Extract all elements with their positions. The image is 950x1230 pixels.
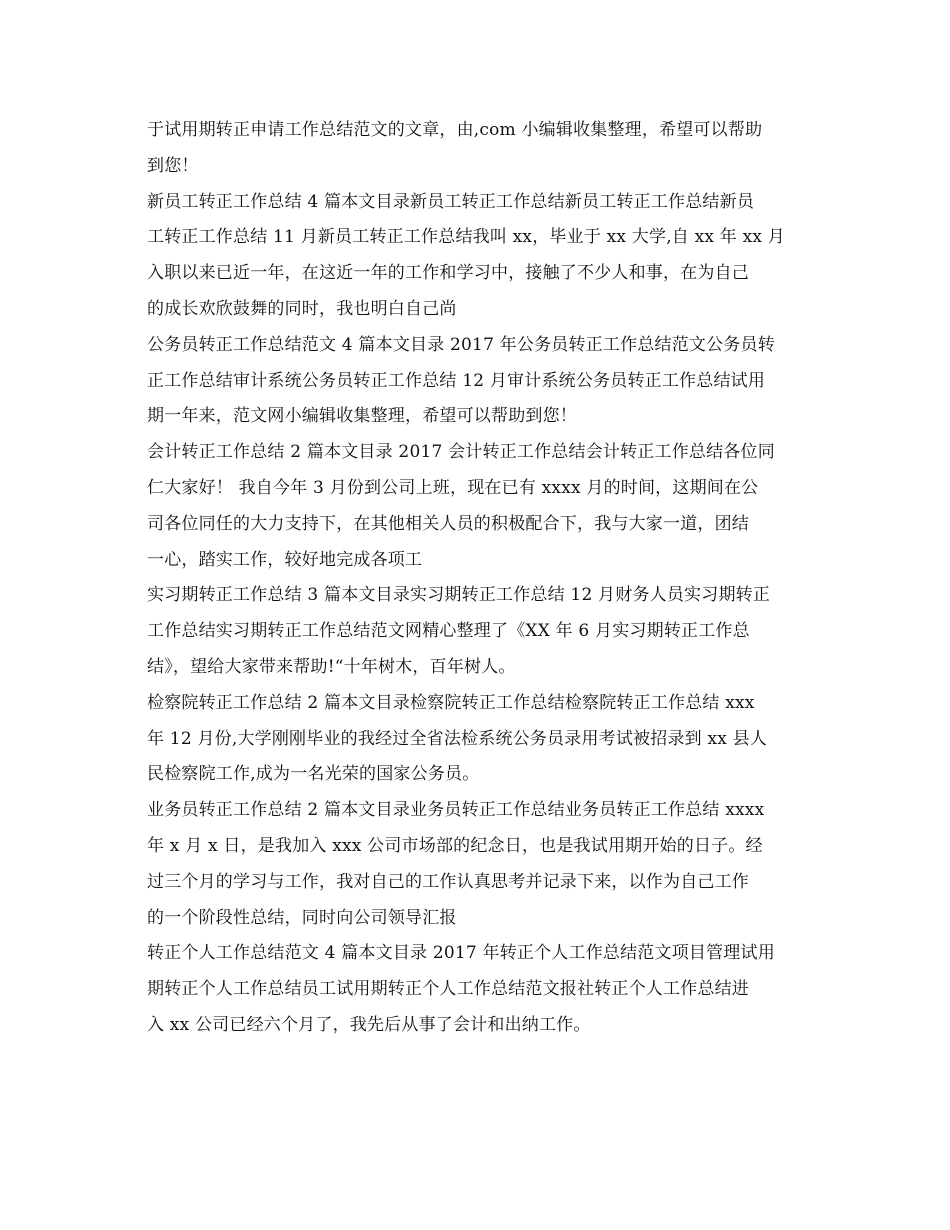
- text-line: 转正个人工作总结范文 4 篇本文目录 2017 年转正个人工作总结范文项目管理试用: [147, 943, 775, 964]
- text-line: 司各位同任的大力支持下，在其他相关人员的积极配合下，我与大家一道，团结: [147, 513, 749, 534]
- text-line: 业务员转正工作总结 2 篇本文目录业务员转正工作总结业务员转正工作总结 xxxx: [147, 800, 765, 821]
- text-line: 工转正工作总结 11 月新员工转正工作总结我叫 xx，毕业于 xx 大学,自 xx 年 xx 月: [147, 227, 785, 248]
- text-line: 的成长欢欣鼓舞的同时，我也明白自己尚: [147, 298, 457, 319]
- text-line: 年 x 月 x 日，是我加入 xxx 公司市场部的纪念日，也是我试用期开始的日子。经: [147, 835, 763, 856]
- text-line: 工作总结实习期转正工作总结范文网精心整理了《XX 年 6 月实习期转正工作总: [147, 621, 750, 642]
- text-line: 民检察院工作,成为一名光荣的国家公务员。: [147, 764, 480, 785]
- text-line: 过三个月的学习与工作，我对自己的工作认真思考并记录下来，以作为自己工作: [147, 871, 749, 892]
- text-line: 会计转正工作总结 2 篇本文目录 2017 会计转正工作总结会计转正工作总结各位同: [147, 442, 775, 463]
- text-line: 公务员转正工作总结范文 4 篇本文目录 2017 年公务员转正工作总结范文公务员转: [147, 334, 775, 355]
- text-line: 期一年来，范文网小编辑收集整理，希望可以帮助到您！: [147, 406, 577, 427]
- document-body: [147, 113, 807, 1044]
- text-line: 结》，望给大家带来帮助!“十年树木，百年树人。: [147, 656, 516, 677]
- text-line: 的一个阶段性总结，同时向公司领导汇报: [147, 907, 457, 928]
- text-line: 正工作总结审计系统公务员转正工作总结 12 月审计系统公务员转正工作总结试用: [147, 370, 766, 391]
- text-line: 一心，踏实工作，较好地完成各项工: [147, 549, 423, 570]
- text-line: 检察院转正工作总结 2 篇本文目录检察院转正工作总结检察院转正工作总结 xxx: [147, 692, 755, 713]
- text-line: 实习期转正工作总结 3 篇本文目录实习期转正工作总结 12 月财务人员实习期转正: [147, 585, 771, 606]
- text-line: 仁大家好！ 我自今年 3 月份到公司上班，现在已有 xxxx 月的时间，这期间在公: [147, 477, 759, 498]
- text-line: 入职以来已近一年，在这近一年的工作和学习中，接触了不少人和事，在为自己: [147, 263, 749, 284]
- text-line: 入 xx 公司已经六个月了，我先后从事了会计和出纳工作。: [147, 1014, 591, 1035]
- text-line: 于试用期转正申请工作总结范文的文章，由,com 小编辑收集整理，希望可以帮助: [147, 120, 763, 140]
- text-line: 期转正个人工作总结员工试用期转正个人工作总结范文报社转正个人工作总结进: [147, 979, 749, 1000]
- text-line: 新员工转正工作总结 4 篇本文目录新员工转正工作总结新员工转正工作总结新员: [147, 191, 755, 212]
- text-line: 年 12 月份,大学刚刚毕业的我经过全省法检系统公务员录用考试被招录到 xx 县人: [147, 728, 768, 749]
- text-line: 到您！: [147, 155, 199, 176]
